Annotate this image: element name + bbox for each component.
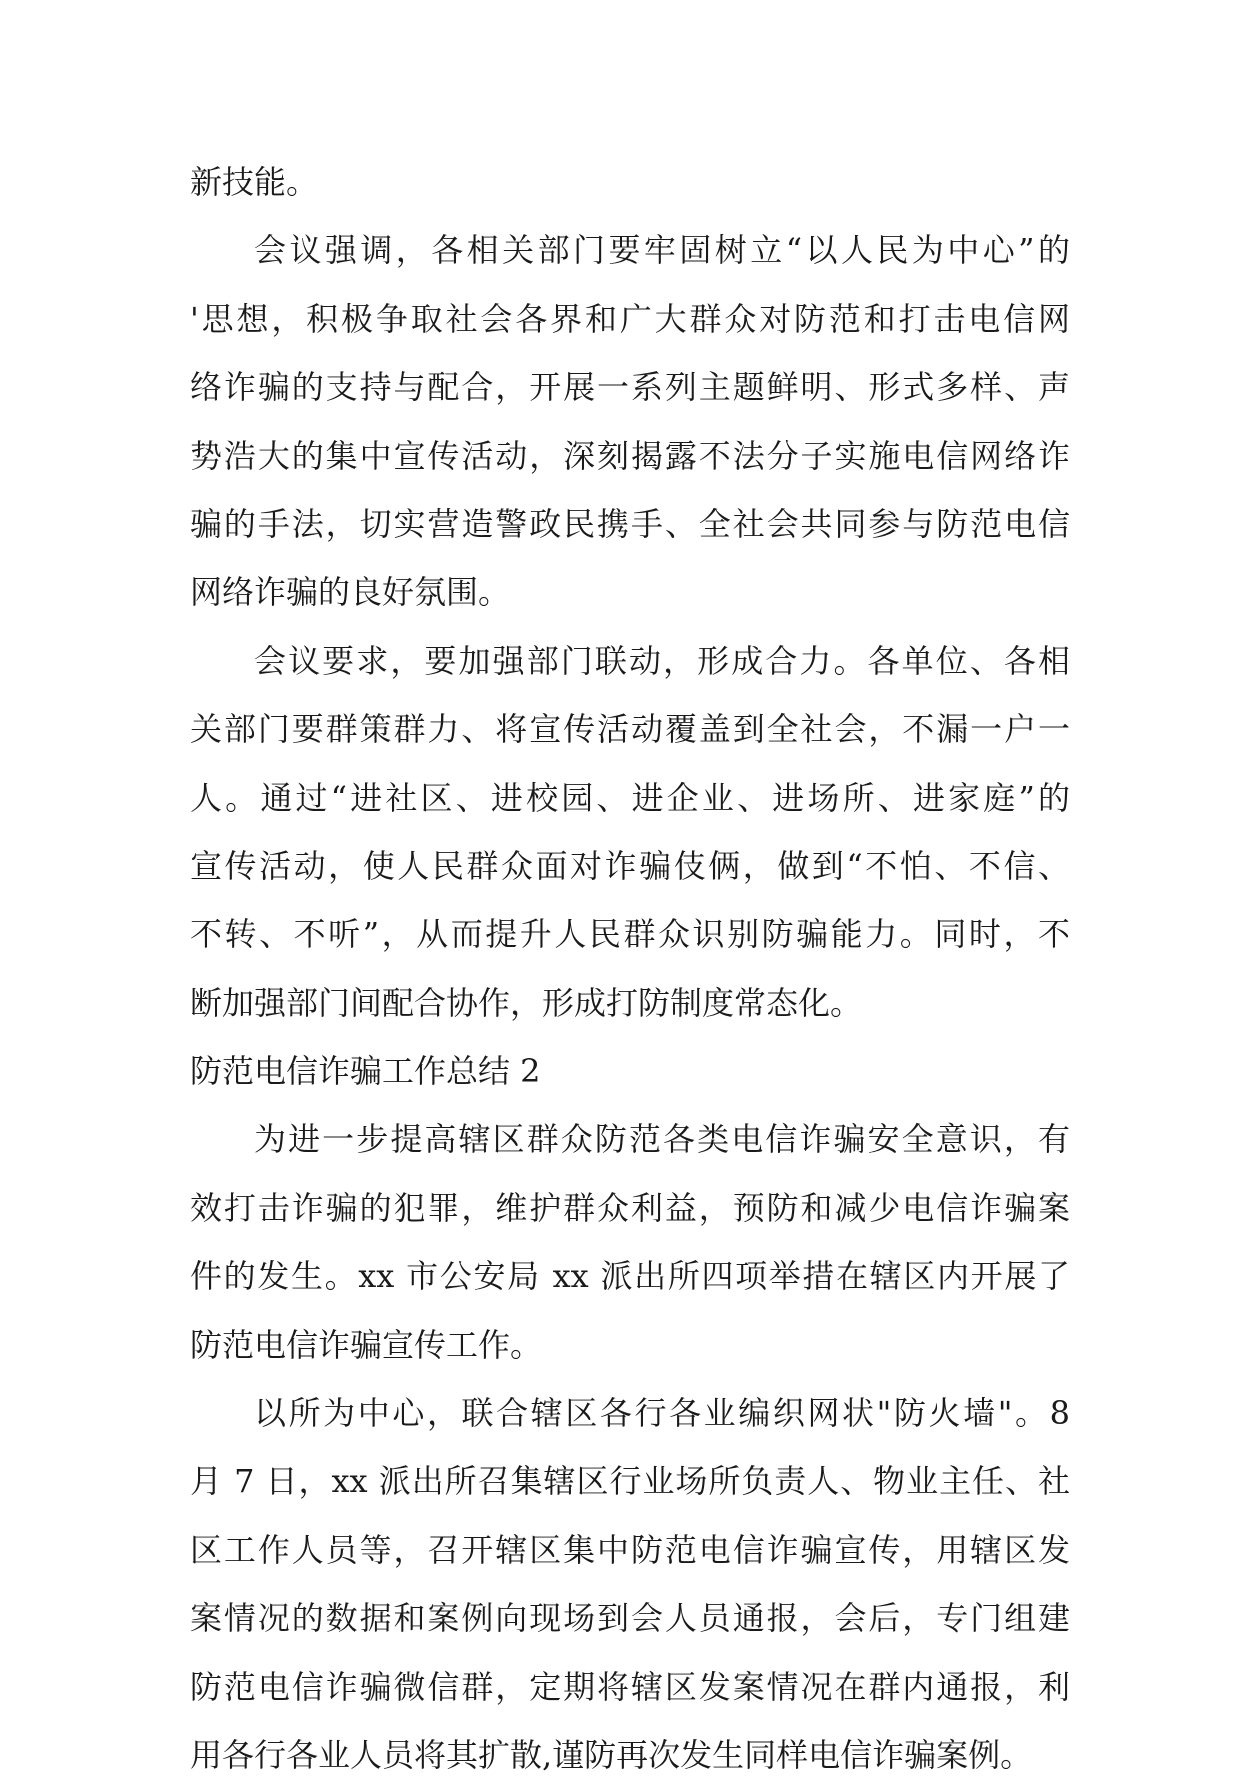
text-line: 区工作人员等，召开辖区集中防范电信诈骗宣传，用辖区发 [190,1530,1070,1569]
text-line: 会议要求，要加强部门联动，形成合力。各单位、各相 [254,641,1070,680]
text-line: 骗的手法，切实营造警政民携手、全社会共同参与防范电信 [190,504,1070,543]
text-line: 宣传活动，使人民群众面对诈骗伎俩，做到“不怕、不信、 [190,846,1070,885]
text-line: 网络诈骗的良好氛围。 [190,573,511,612]
text-line: 防范电信诈骗宣传工作。 [190,1325,543,1364]
text-line: 防范电信诈骗微信群，定期将辖区发案情况在群内通报，利 [190,1667,1070,1706]
text-line: 断加强部门间配合协作，形成打防制度常态化。 [190,983,863,1022]
paragraph-meeting-requirements [190,627,1070,1037]
text-line: 效打击诈骗的犯罪，维护群众利益，预防和减少电信诈骗案 [190,1188,1070,1227]
text-line: 络诈骗的支持与配合，开展一系列主题鲜明、形式多样、声 [190,368,1070,407]
section-title: 防范电信诈骗工作总结 2 [190,1052,541,1091]
text-line: '思想，积极争取社会各界和广大群众对防范和打击电信网 [190,299,1070,338]
paragraph-continuation [190,148,1070,216]
text-line: 新技能。 [190,163,319,201]
paragraph-intro [190,1105,1070,1379]
text-line: 势浩大的集中宣传活动，深刻揭露不法分子实施电信网络诈 [190,436,1070,475]
text-line: 关部门要群策群力、将宣传活动覆盖到全社会，不漏一户一 [190,710,1070,749]
text-line: 以所为中心，联合辖区各行各业编织网状"防火墙"。8 [254,1394,1070,1433]
text-line: 用各行各业人员将其扩散,谨防再次发生同样电信诈骗案例。 [190,1735,1033,1774]
text-line: 为进一步提高辖区群众防范各类电信诈骗安全意识，有 [254,1120,1070,1159]
text-line: 件的发生。xx 市公安局 xx 派出所四项举措在辖区内开展了 [190,1257,1070,1296]
paragraph-firewall [190,1379,1070,1789]
text-line: 月 7 日，xx 派出所召集辖区行业场所负责人、物业主任、社 [190,1462,1070,1501]
document-body [190,148,1070,1789]
text-line: 人。通过“进社区、进校园、进企业、进场所、进家庭”的 [190,778,1070,817]
text-line: 案情况的数据和案例向现场到会人员通报，会后，专门组建 [190,1599,1070,1638]
text-line: 会议强调，各相关部门要牢固树立“以人民为中心”的 [254,231,1070,270]
paragraph-meeting-emphasis [190,216,1070,626]
text-line: 不转、不听”，从而提升人民群众识别防骗能力。同时，不 [190,915,1070,954]
